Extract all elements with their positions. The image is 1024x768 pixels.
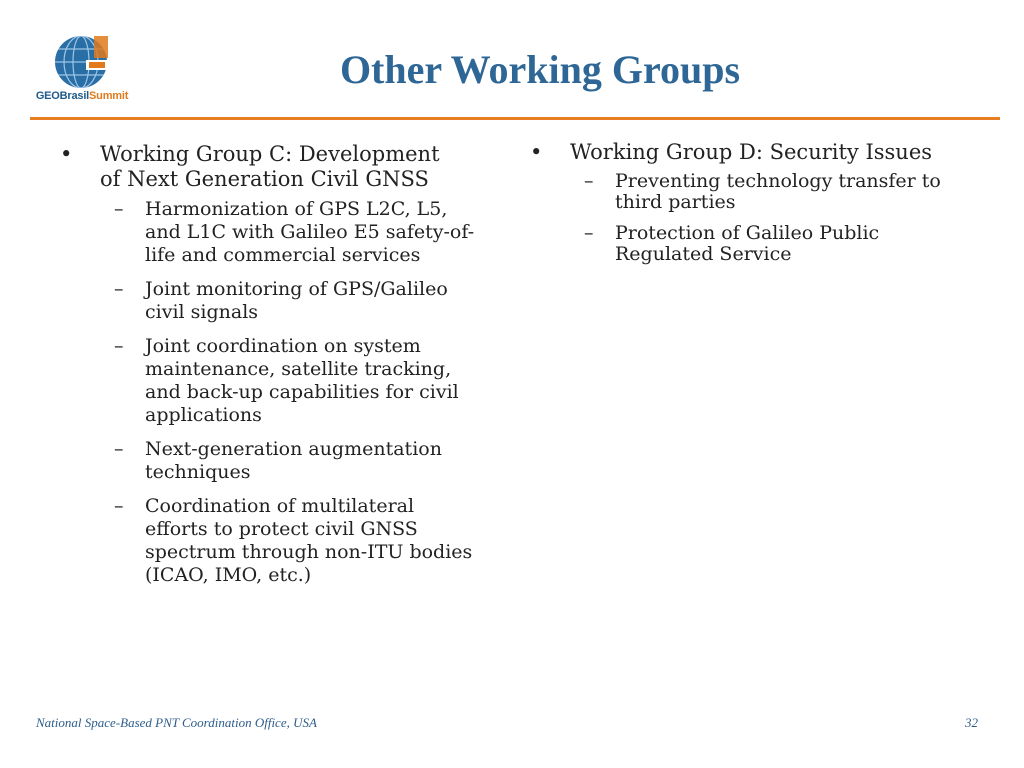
item-line: Regulated Service <box>615 243 792 265</box>
heading-line: Working Group D: Security Issues <box>570 140 933 164</box>
sub-bullet-item <box>60 278 500 324</box>
item-line: civil signals <box>145 301 259 323</box>
item-line: maintenance, satellite tracking, <box>145 358 452 380</box>
sub-bullet-item <box>60 335 500 427</box>
item-line: efforts to protect civil GNSS <box>145 518 418 540</box>
footer-organization: National Space-Based PNT Coordination Office, USA <box>36 715 317 730</box>
logo <box>34 34 130 110</box>
item-line: Joint coordination on system <box>145 335 421 357</box>
heading-line: Working Group C: Development <box>100 142 440 166</box>
dash-marker: – <box>584 222 594 244</box>
bullet-heading <box>60 142 500 192</box>
dash-marker: – <box>114 278 124 300</box>
left-column <box>60 142 500 598</box>
item-line: life and commercial services <box>145 244 421 266</box>
logo-wordmark <box>34 90 130 102</box>
item-line: Preventing technology transfer to <box>615 170 941 192</box>
dash-marker: – <box>114 335 124 357</box>
item-line: applications <box>145 404 262 426</box>
item-line: and L1C with Galileo E5 safety-of- <box>145 221 475 243</box>
bullet-marker: • <box>60 142 73 166</box>
item-line: spectrum through non-ITU bodies <box>145 541 473 563</box>
item-line: Next-generation augmentation <box>145 438 442 460</box>
bullet-marker: • <box>530 140 543 164</box>
dash-marker: – <box>114 438 124 460</box>
item-line: Coordination of multilateral <box>145 495 415 517</box>
item-line: Joint monitoring of GPS/Galileo <box>145 278 448 300</box>
dash-marker: – <box>114 198 124 220</box>
sub-bullet-item <box>60 438 500 484</box>
item-line: third parties <box>615 191 736 213</box>
page-number: 32 <box>965 715 978 730</box>
item-line: Harmonization of GPS L2C, L5, <box>145 198 448 220</box>
sub-bullet-item <box>60 495 500 587</box>
sub-bullet-item <box>530 223 990 265</box>
title-divider <box>30 117 1000 120</box>
globe-g-logo-icon <box>34 34 130 90</box>
item-line: Protection of Galileo Public <box>615 222 880 244</box>
item-line: (ICAO, IMO, etc.) <box>145 564 312 586</box>
dash-marker: – <box>114 495 124 517</box>
right-column <box>530 140 990 275</box>
bullet-heading <box>530 140 990 165</box>
item-line: techniques <box>145 461 251 483</box>
logo-text-accent: Summit <box>89 90 129 102</box>
dash-marker: – <box>584 170 594 192</box>
logo-text-main: GEOBrasil <box>35 90 90 102</box>
sub-bullet-item <box>530 171 990 213</box>
sub-bullet-item <box>60 198 500 267</box>
slide-title: Other Working Groups <box>339 47 741 92</box>
heading-line: of Next Generation Civil GNSS <box>100 167 429 191</box>
item-line: and back-up capabilities for civil <box>145 381 459 403</box>
